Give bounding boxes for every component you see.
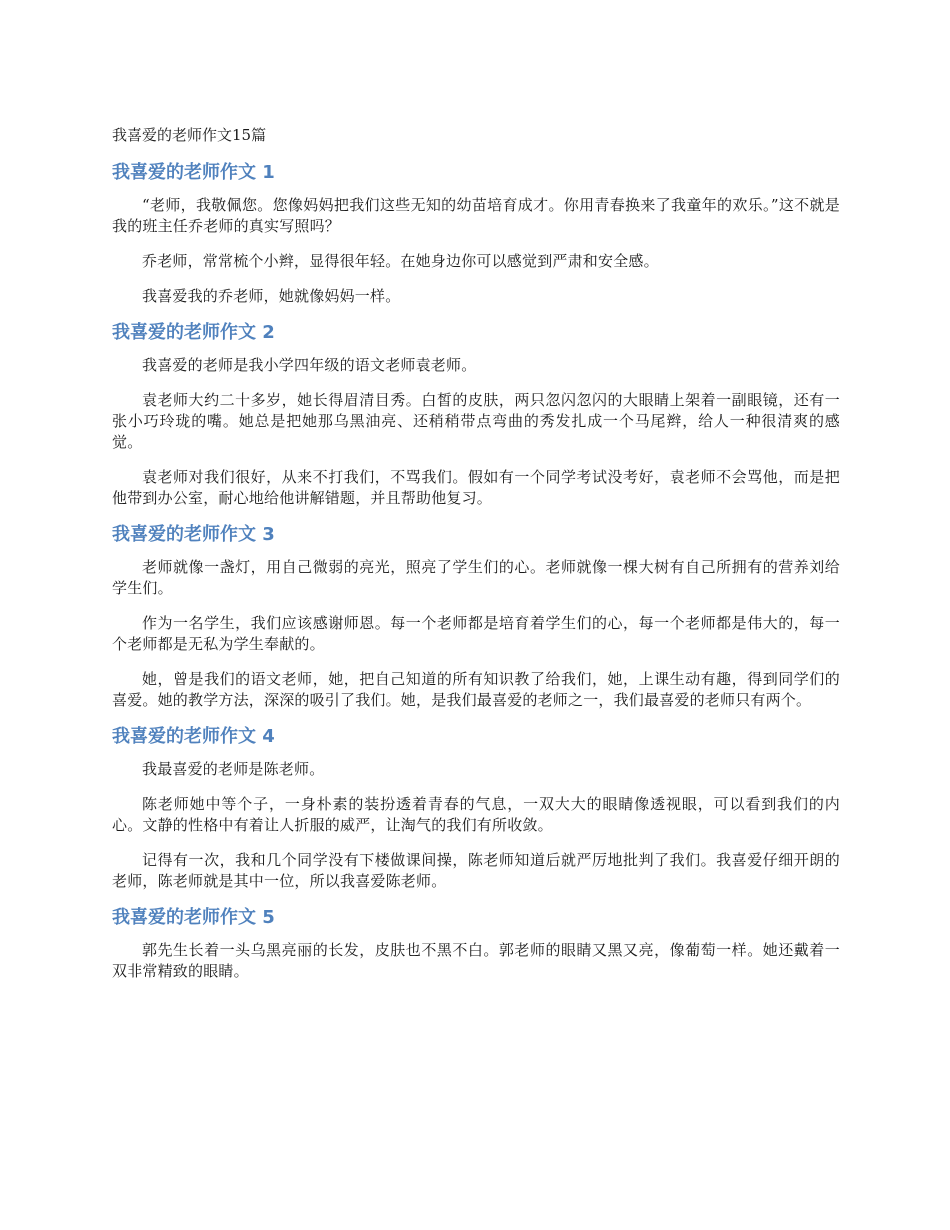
section-heading bbox=[112, 523, 840, 547]
section-heading bbox=[112, 906, 840, 930]
paragraph: 郭先生长着一头乌黑亮丽的长发，皮肤也不黑不白。郭老师的眼睛又黑又亮，像葡萄一样。她还戴着一双非常精致的眼睛。 bbox=[112, 941, 840, 980]
paragraph: 我喜爱我的乔老师，她就像妈妈一样。 bbox=[142, 287, 401, 305]
section-heading-text: 我喜爱的老师作文 bbox=[112, 524, 256, 545]
section-heading-text: 我喜爱的老师作文 bbox=[112, 162, 256, 183]
section-heading-text: 我喜爱的老师作文 bbox=[112, 907, 256, 928]
paragraph: 袁老师对我们很好，从来不打我们，不骂我们。假如有一个同学考试没考好，袁老师不会骂他，而是把他带到办公室，耐心地给他讲解错题，并且帮助他复习。 bbox=[112, 468, 840, 507]
section-number: 5 bbox=[262, 907, 275, 928]
paragraph: “老师，我敬佩您。您像妈妈把我们这些无知的幼苗培育成才。你用青春换来了我童年的欢乐。”这不就是我的班主任乔老师的真实写照吗？ bbox=[112, 196, 840, 235]
essay-section-1 bbox=[112, 161, 840, 307]
section-number: 4 bbox=[262, 726, 275, 747]
paragraph: 老师就像一盏灯，用自己微弱的亮光，照亮了学生们的心。老师就像一棵大树有自己所拥有的营养刘给学生们。 bbox=[112, 558, 840, 597]
essay-section-5 bbox=[112, 906, 840, 982]
essay-section-4 bbox=[112, 725, 840, 892]
paragraph: 记得有一次，我和几个同学没有下楼做课间操，陈老师知道后就严厉地批判了我们。我喜爱仔细开朗的老师，陈老师就是其中一位，所以我喜爱陈老师。 bbox=[112, 851, 840, 890]
section-heading-text: 我喜爱的老师作文 bbox=[112, 726, 256, 747]
essay-section-2 bbox=[112, 321, 840, 509]
paragraph: 我最喜爱的老师是陈老师。 bbox=[142, 760, 325, 778]
paragraph: 我喜爱的老师是我小学四年级的语文老师袁老师。 bbox=[142, 356, 477, 374]
paragraph: 陈老师她中等个子，一身朴素的装扮透着青春的气息，一双大大的眼睛像透视眼，可以看到我们的内心。文静的性格中有着让人折服的威严，让淘气的我们有所收敛。 bbox=[112, 795, 840, 834]
section-heading bbox=[112, 161, 840, 185]
section-number: 1 bbox=[262, 162, 275, 183]
section-heading bbox=[112, 321, 840, 345]
document-title: 我喜爱的老师作文15篇 bbox=[112, 126, 267, 144]
section-heading bbox=[112, 725, 840, 749]
paragraph: 乔老师，常常梳个小辫，显得很年轻。在她身边你可以感觉到严肃和安全感。 bbox=[142, 252, 659, 270]
paragraph: 袁老师大约二十多岁，她长得眉清目秀。白皙的皮肤，两只忽闪忽闪的大眼睛上架着一副眼镜，还有一张小巧玲珑的嘴。她总是把她那乌黑油亮、还稍稍带点弯曲的秀发扎成一个马尾辫，给人一种很清爽的感觉。 bbox=[112, 391, 840, 451]
section-heading-text: 我喜爱的老师作文 bbox=[112, 322, 256, 343]
paragraph: 她，曾是我们的语文老师，她，把自己知道的所有知识教了给我们，她，上课生动有趣，得到同学们的喜爱。她的教学方法，深深的吸引了我们。她，是我们最喜爱的老师之一，我们最喜爱的老师只有两个。 bbox=[112, 670, 840, 709]
section-number: 3 bbox=[262, 524, 275, 545]
essay-section-3 bbox=[112, 523, 840, 711]
paragraph: 作为一名学生，我们应该感谢师恩。每一个老师都是培育着学生们的心，每一个老师都是伟大的，每一个老师都是无私为学生奉献的。 bbox=[112, 614, 840, 653]
section-number: 2 bbox=[262, 322, 275, 343]
document-page bbox=[112, 124, 840, 996]
